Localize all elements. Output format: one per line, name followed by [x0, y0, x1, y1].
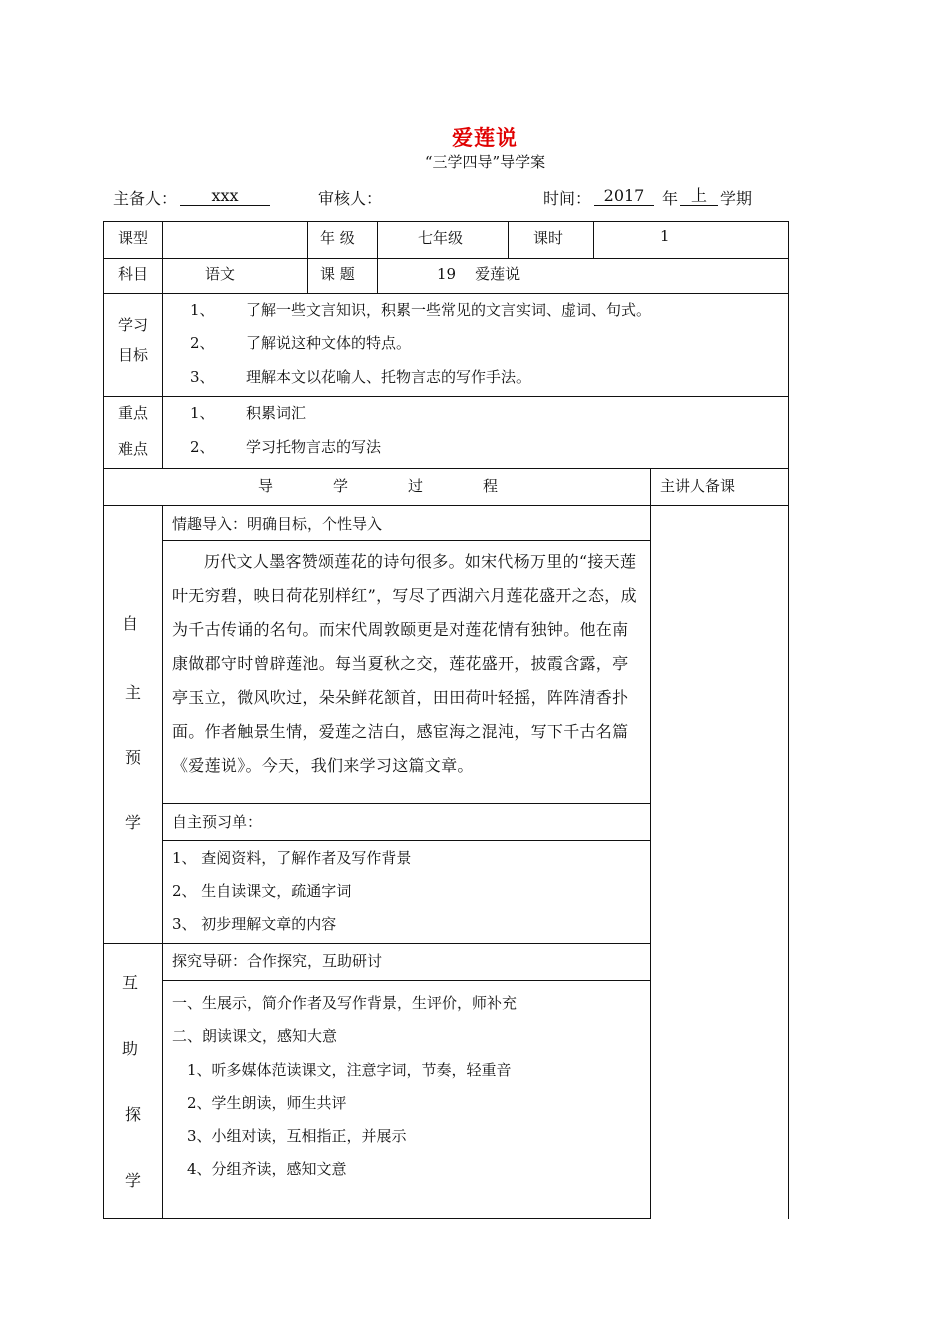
self-study-label-char: 学	[125, 813, 142, 832]
keypoints-label-1: 重点	[118, 404, 149, 422]
grade-value: 七年级	[418, 229, 464, 247]
goal-num: 3、	[190, 368, 215, 386]
mutual-study-label-char: 互	[122, 973, 139, 992]
self-study-label-char: 主	[125, 683, 142, 702]
self-study-label-char: 预	[125, 748, 142, 767]
keypoints-label-2: 难点	[118, 440, 149, 458]
year-value: 2017	[594, 186, 654, 206]
mutual-line: 1、听多媒体范读课文，注意字词，节奏，轻重音	[187, 1061, 512, 1079]
mutual-line: 2、学生朗读，师生共评	[187, 1094, 347, 1112]
hours-value: 1	[660, 227, 670, 245]
time-label: 时间：	[543, 189, 592, 208]
process-header-char: 程	[483, 477, 499, 495]
keypoint-num: 2、	[190, 438, 215, 456]
preparer-label: 主备人：	[113, 189, 178, 208]
goal-text: 理解本文以花喻人、托物言志的写作手法。	[246, 368, 532, 386]
mutual-study-label-char: 助	[122, 1039, 139, 1058]
preview-item: 2、 生自读课文，疏通字词	[172, 882, 352, 900]
term-value: 上	[680, 186, 718, 206]
grade-label: 年 级	[320, 229, 355, 247]
process-header-char: 学	[333, 477, 349, 495]
preparer-value: xxx	[180, 186, 270, 206]
mutual-study-label-char: 探	[125, 1105, 142, 1124]
mutual-title: 探究导研：合作探究，互助研讨	[172, 952, 383, 970]
keypoint-text: 学习托物言志的写法	[246, 438, 382, 456]
topic-label: 课 题	[320, 265, 355, 283]
intro-paragraph: 历代文人墨客赞颂莲花的诗句很多。如宋代杨万里的“接天莲叶无穷碧，映日荷花别样红”，写尽了西湖六月莲花盛开之态，成为千古传诵的名句。而宋代周敦颐更是对莲花情有独钟。他在南康做郡守时曾辟莲池。每当夏秋之交，莲花盛开，披霞含露，亭亭玉立，微风吹过，朵朵鲜花颔首，田田荷叶轻摇，阵阵清香扑面。作者触景生情，爱莲之洁白，感宦海之混沌，写下千古名篇《爱莲说》。今天，我们来学习这篇文章。	[172, 552, 637, 775]
goal-text: 了解说这种文体的特点。	[246, 334, 412, 352]
side-header: 主讲人备课	[660, 477, 736, 495]
keypoint-text: 积累词汇	[246, 404, 307, 422]
hours-label: 课时	[533, 229, 564, 247]
goal-num: 1、	[190, 301, 215, 319]
self-study-label-char: 自	[122, 614, 139, 633]
goals-label-1: 学习	[118, 316, 149, 334]
process-header-char: 过	[408, 477, 424, 495]
preview-title: 自主预习单：	[172, 813, 263, 831]
type-label: 课型	[118, 229, 149, 247]
mutual-line: 3、小组对读，互相指正，并展示	[187, 1127, 407, 1145]
topic-value: 19 爱莲说	[437, 265, 521, 283]
term-suffix: 学期	[720, 189, 753, 208]
process-header-char: 导	[258, 477, 274, 495]
mutual-study-label-char: 学	[125, 1171, 142, 1190]
document-title: 爱莲说	[452, 125, 518, 150]
subject-value: 语文	[205, 265, 236, 283]
mutual-line: 4、分组齐读，感知文意	[187, 1160, 347, 1178]
preview-item: 1、 查阅资料，了解作者及写作背景	[172, 849, 412, 867]
subject-label: 科目	[118, 265, 149, 283]
goals-label-2: 目标	[118, 346, 149, 364]
reviewer-label: 审核人：	[318, 189, 383, 208]
mutual-line: 二、朗读课文，感知大意	[172, 1027, 338, 1045]
preview-item: 3、 初步理解文章的内容	[172, 915, 337, 933]
goal-text: 了解一些文言知识，积累一些常见的文言实词、虚词、句式。	[246, 301, 652, 319]
mutual-line: 一、生展示，简介作者及写作背景，生评价，师补充	[172, 994, 518, 1012]
keypoint-num: 1、	[190, 404, 215, 422]
intro-title: 情趣导入：明确目标，个性导入	[172, 515, 383, 533]
year-suffix: 年	[662, 189, 679, 208]
document-subtitle: “三学四导”导学案	[424, 153, 546, 171]
goal-num: 2、	[190, 334, 215, 352]
